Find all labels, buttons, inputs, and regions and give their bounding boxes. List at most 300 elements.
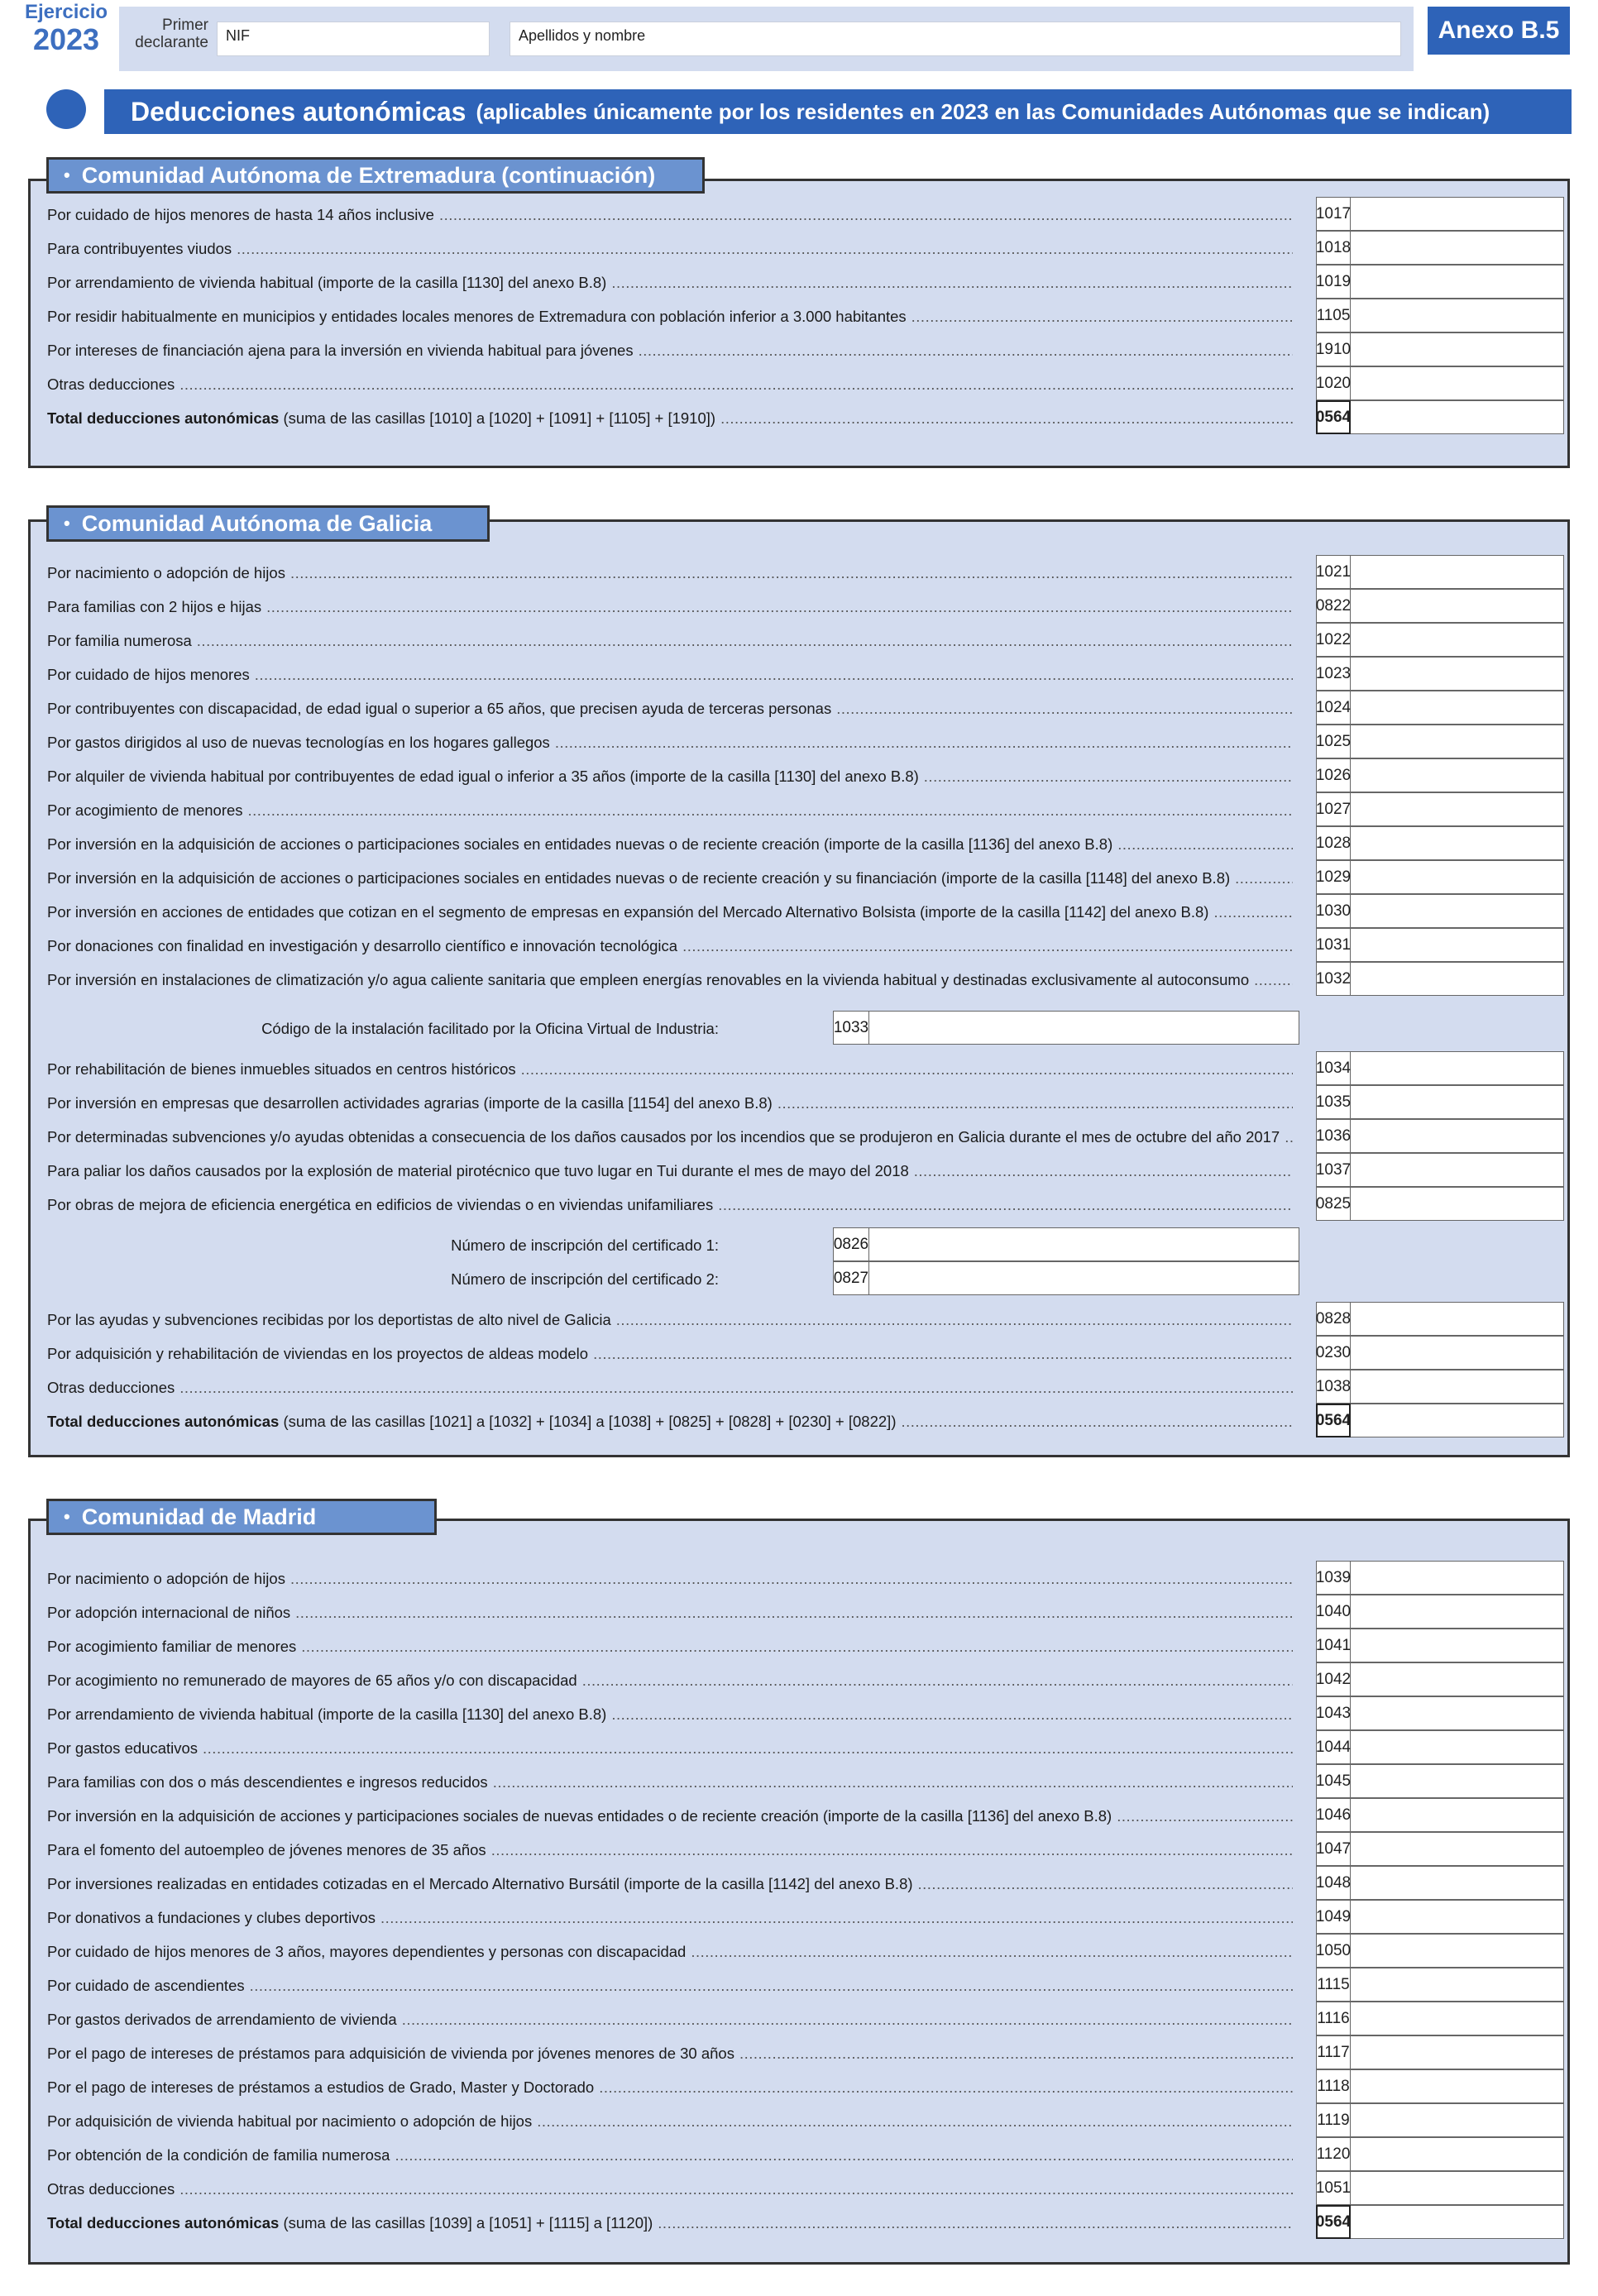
row-label [47,1379,1293,1397]
ejercicio-block [25,2,108,56]
amount-field[interactable] [1351,623,1564,657]
row-label [47,1570,1293,1588]
dot-leader [250,1977,1293,1995]
row-label [47,1311,1293,1329]
amount-field[interactable] [1351,1832,1564,1866]
primer-declarante-label: Primer declarante [135,17,208,51]
row-label-text: Para el fomento del autoempleo de jóvenes menores de 35 años [47,1841,486,1858]
box-code: 1046 [1316,1798,1351,1832]
row-label [47,240,1293,258]
row-label-text: Por inversión en la adquisición de acciones o participaciones sociales en entidades nuevas o de reciente creación y su financiación (importe de la casilla [1148] del anexo B.8) [47,869,1231,887]
row-label [47,1943,1293,1961]
text-field[interactable] [869,1227,1299,1261]
section-title-galicia [46,505,490,542]
row-label [47,598,1293,616]
deduction-row [47,1662,1564,1696]
amount-field[interactable] [1351,1764,1564,1798]
row-label-text: Para contribuyentes viudos [47,240,232,257]
box-code: 1019 [1316,265,1351,299]
row-label [47,1807,1293,1825]
deduction-row [47,1085,1564,1119]
dot-leader [179,1379,1293,1397]
deduction-row [47,1153,1564,1187]
amount-field[interactable] [1351,1051,1564,1085]
deduction-row [47,657,1564,691]
amount-field[interactable] [1351,758,1564,792]
amount-field[interactable] [1351,1629,1564,1662]
row-label-text: Por gastos derivados de arrendamiento de vivienda [47,2011,397,2028]
nif-label: NIF [226,27,250,44]
dot-leader [599,2078,1293,2097]
dot-leader [924,768,1293,786]
bullet-icon: • [64,513,70,533]
amount-field[interactable] [1351,1404,1564,1437]
deduction-row [47,1336,1564,1370]
box-code: 1026 [1316,758,1351,792]
deduction-row [47,555,1564,589]
amount-field[interactable] [1351,400,1564,434]
row-label [47,1196,1293,1214]
row-label [47,734,1293,752]
amount-field[interactable] [1351,657,1564,691]
amount-field[interactable] [1351,894,1564,928]
row-label [47,937,1293,955]
row-label [47,409,1293,428]
amount-field[interactable] [1351,1595,1564,1629]
box-code: 1043 [1316,1696,1351,1730]
row-label [47,2011,1293,2029]
row-label [47,2112,1293,2131]
section-galicia [28,519,1570,1457]
row-label [47,835,1293,854]
section-title-extremadura [46,157,705,194]
deduction-row [47,1696,1564,1730]
ejercicio-label: Ejercicio [25,1,108,23]
box-code: 1116 [1316,2002,1351,2035]
dot-leader [582,1672,1293,1690]
section-title-text: Comunidad Autónoma de Galicia [81,510,433,536]
row-label [47,1638,1293,1656]
box-code: 1022 [1316,623,1351,657]
deduction-row [47,1968,1564,2002]
deduction-row [47,1370,1564,1404]
row-label-text: Por adquisición y rehabilitación de viviendas en los proyectos de aldeas modelo [47,1345,589,1362]
row-label-text: Por nacimiento o adopción de hijos [47,564,285,581]
ejercicio-year: 2023 [32,22,100,56]
box-code: 0564 [1316,1404,1351,1437]
deduction-row [47,2171,1564,2205]
row-label [47,1094,1293,1112]
deduction-row [47,265,1564,299]
dot-leader [290,1570,1293,1588]
amount-field[interactable] [1351,691,1564,725]
section-extremadura [28,179,1570,468]
page-title: Deducciones autonómicas [131,96,466,127]
total-row [47,2205,1564,2239]
row-label-text: Por acogimiento familiar de menores [47,1638,297,1655]
deduction-row [47,1764,1564,1798]
row-label [47,1773,1293,1791]
row-label-text: Por determinadas subvenciones y/o ayudas obtenidas a consecuencia de los daños causados por los incendios que se produjeron en Galicia durante el mes de octubre del año 2017 [47,1128,1280,1146]
deduction-row [47,1832,1564,1866]
deduction-row [47,1595,1564,1629]
dot-leader [593,1345,1293,1363]
total-label-formula: (suma de las casillas [1021] a [1032] + [1034] a [1038] + [0825] + [0828] + [0230] + [0822]) [283,1413,897,1430]
sub-field-label: Número de inscripción del certificado 1: [451,1236,719,1254]
box-code: 1120 [1316,2137,1351,2171]
row-label-text: Por inversión en la adquisición de acciones y participaciones sociales de nuevas entidades o de reciente creación (importe de la casilla [1136] del anexo B.8) [47,1807,1112,1825]
deduction-row [47,1730,1564,1764]
row-label-text: Por residir habitualmente en municipios y entidades locales menores de Extremadura con población inferior a 3.000 habitantes [47,308,907,325]
amount-field[interactable] [1351,1187,1564,1221]
deduction-row [47,623,1564,657]
box-code: 1018 [1316,231,1351,265]
box-code: 1045 [1316,1764,1351,1798]
dot-leader [639,342,1293,360]
row-label [47,801,1293,820]
dot-leader [395,2146,1293,2164]
row-label-text: Por intereses de financiación ajena para la inversión en vivienda habitual para jóvenes [47,342,634,359]
box-code: 1021 [1316,555,1351,589]
row-label-text: Por donativos a fundaciones y clubes deportivos [47,1909,376,1926]
amount-field[interactable] [1351,928,1564,962]
dot-leader [555,734,1293,752]
dot-leader [611,274,1293,292]
sub-field-label: Código de la instalación facilitado por la Oficina Virtual de Industria: [261,1020,719,1037]
deduction-row [47,691,1564,725]
row-label-text: Para paliar los daños causados por la explosión de material pirotécnico que tuvo lugar en Tui durante el mes de mayo del 2018 [47,1162,909,1179]
amount-field[interactable] [1351,1370,1564,1404]
dot-leader [1117,1807,1293,1825]
dot-leader [658,2214,1293,2232]
row-label [47,375,1293,394]
box-code: 1037 [1316,1153,1351,1187]
row-label-text: Por contribuyentes con discapacidad, de edad igual o superior a 65 años, que precisen ayuda de terceras personas [47,700,832,717]
dot-leader [266,598,1293,616]
row-label [47,1345,1293,1363]
row-label-text: Otras deducciones [47,375,175,393]
row-label-text: Por familia numerosa [47,632,192,649]
row-label [47,308,1293,326]
sub-field-row [31,1227,1548,1261]
dot-leader [1254,971,1293,989]
row-label [47,1413,1293,1431]
total-label [47,409,715,428]
box-code: 1039 [1316,1561,1351,1595]
row-label-text: Por inversión en acciones de entidades que cotizan en el segmento de empresas en expansión del Mercado Alternativo Bolsista (importe de la casilla [1142] del anexo B.8) [47,903,1209,921]
deduction-row [47,366,1564,400]
row-label-text: Por inversiones realizadas en entidades cotizadas en el Mercado Alternativo Bursátil (importe de la casilla [1142] del anexo B.8) [47,1875,913,1892]
box-code: 1049 [1316,1900,1351,1934]
deduction-row [47,1561,1564,1595]
row-label [47,700,1293,718]
row-label [47,971,1293,989]
bullet-icon: • [64,1506,70,1527]
box-code: 1027 [1316,792,1351,826]
amount-field[interactable] [1351,1662,1564,1696]
box-code: 0825 [1316,1187,1351,1221]
total-label-bold: Total deducciones autonómicas [47,2214,280,2231]
deduction-row [47,1302,1564,1336]
amount-field[interactable] [1351,2069,1564,2103]
row-label [47,2045,1293,2063]
amount-field[interactable] [1351,197,1564,231]
deduction-row [47,1187,1564,1221]
dot-leader [718,1196,1293,1214]
row-label-text: Por cuidado de hijos menores [47,666,250,683]
amount-field[interactable] [1351,2103,1564,2137]
row-label-text: Otras deducciones [47,2180,175,2198]
amount-field[interactable] [1351,792,1564,826]
box-code: 1047 [1316,1832,1351,1866]
dot-leader [237,240,1293,258]
row-label-text: Por adopción internacional de niños [47,1604,291,1621]
row-label-text: Para familias con 2 hijos e hijas [47,598,262,615]
row-label [47,1604,1293,1622]
dot-leader [203,1739,1293,1758]
deduction-row [47,894,1564,928]
page-subtitle: (aplicables únicamente por los residentes en 2023 en las Comunidades Autónomas que se indican) [476,98,1490,124]
amount-field[interactable] [1351,1153,1564,1187]
row-label-text: Por nacimiento o adopción de hijos [47,1570,285,1587]
dot-leader [914,1162,1293,1180]
dot-leader [911,308,1293,326]
row-label-text: Por inversión en empresas que desarrollen actividades agrarias (importe de la casilla [1154] del anexo B.8) [47,1094,773,1112]
dot-leader [439,206,1293,224]
deduction-row [47,1866,1564,1900]
row-label-text: Por obras de mejora de eficiencia energética en edificios de viviendas o en viviendas unifamiliares [47,1196,714,1213]
amount-field[interactable] [1351,1798,1564,1832]
dot-leader [255,666,1293,684]
amount-field[interactable] [1351,2205,1564,2239]
title-bullet-icon [46,89,86,129]
section-madrid [28,1519,1570,2265]
row-label [47,1909,1293,1927]
box-code: 1040 [1316,1595,1351,1629]
deduction-row [47,1119,1564,1153]
amount-field[interactable] [1351,589,1564,623]
amount-field[interactable] [1351,366,1564,400]
box-code: 1023 [1316,657,1351,691]
row-label [47,274,1293,292]
total-label-bold: Total deducciones autonómicas [47,1413,280,1430]
dot-leader [179,2180,1293,2198]
row-label-text: Por cuidado de hijos menores de hasta 14 años inclusive [47,206,434,223]
box-code: 1041 [1316,1629,1351,1662]
total-label-formula: (suma de las casillas [1010] a [1020] + [1091] + [1105] + [1910]) [283,409,716,427]
row-label-text: Por inversión en la adquisición de acciones o participaciones sociales en entidades nuevas o de reciente creación (importe de la casilla [1136] del anexo B.8) [47,835,1113,853]
text-field[interactable] [869,1011,1299,1045]
dot-leader [493,1773,1293,1791]
deduction-row [47,758,1564,792]
dot-leader [301,1638,1293,1656]
row-label-text: Por gastos dirigidos al uso de nuevas tecnologías en los hogares gallegos [47,734,550,751]
row-label [47,666,1293,684]
amount-field[interactable] [1351,1934,1564,1968]
dot-leader [739,2045,1293,2063]
text-field[interactable] [869,1261,1299,1295]
box-code: 1035 [1316,1085,1351,1119]
row-label-text: Por gastos educativos [47,1739,199,1757]
deduction-row [47,2103,1564,2137]
box-code: 0828 [1316,1302,1351,1336]
total-label-bold: Total deducciones autonómicas [47,409,280,427]
dot-leader [901,1413,1293,1431]
dot-leader [402,2011,1293,2029]
dot-leader [248,801,1293,820]
row-label-text: Por acogimiento no remunerado de mayores de 65 años y/o con discapacidad [47,1672,577,1689]
row-label-text: Otras deducciones [47,1379,175,1396]
amount-field[interactable] [1351,826,1564,860]
total-row [47,1404,1564,1437]
row-label [47,1128,1293,1146]
box-code: 0822 [1316,589,1351,623]
row-label-text: Para familias con dos o más descendientes e ingresos reducidos [47,1773,488,1791]
total-label-formula: (suma de las casillas [1039] a [1051] + [1115] a [1120]) [283,2214,653,2231]
deduction-row [47,1051,1564,1085]
total-label [47,2214,653,2232]
row-label [47,1162,1293,1180]
section-title-text: Comunidad de Madrid [81,1504,317,1529]
section-title-text: Comunidad Autónoma de Extremadura (continuación) [81,162,656,188]
deduction-row [47,725,1564,758]
amount-field[interactable] [1351,1302,1564,1336]
amount-field[interactable] [1351,555,1564,589]
row-label [47,632,1293,650]
row-label-text: Por el pago de intereses de préstamos para adquisición de vivienda por jóvenes menores de 30 años [47,2045,734,2062]
deduction-row [47,299,1564,332]
box-code: 0564 [1316,2205,1351,2239]
box-code: 1020 [1316,366,1351,400]
row-label [47,2078,1293,2097]
amount-field[interactable] [1351,725,1564,758]
name-label: Apellidos y nombre [519,27,646,44]
row-label [47,1060,1293,1079]
row-label [47,1672,1293,1690]
box-code: 1030 [1316,894,1351,928]
deduction-row [47,2137,1564,2171]
box-code: 1042 [1316,1662,1351,1696]
amount-field[interactable] [1351,1085,1564,1119]
title-band [104,89,1572,134]
amount-field[interactable] [1351,2171,1564,2205]
box-code: 1036 [1316,1119,1351,1153]
row-label-text: Por arrendamiento de vivienda habitual (importe de la casilla [1130] del anexo B.8) [47,274,607,291]
box-code: 1033 [833,1011,869,1045]
dot-leader [616,1311,1293,1329]
dot-leader [179,375,1293,394]
row-label [47,1875,1293,1893]
row-label-text: Por donaciones con finalidad en investigación y desarrollo científico e innovación tecnológica [47,937,678,954]
dot-leader [777,1094,1293,1112]
nif-field[interactable] [217,22,490,56]
box-code: 1051 [1316,2171,1351,2205]
deduction-row [47,231,1564,265]
row-label-text: Por acogimiento de menores [47,801,243,819]
amount-field[interactable] [1351,962,1564,996]
row-label [47,1977,1293,1995]
row-label [47,1841,1293,1859]
dot-leader [380,1909,1293,1927]
box-code: 1025 [1316,725,1351,758]
deduction-row [47,1934,1564,1968]
amount-field[interactable] [1351,2035,1564,2069]
deduction-row [47,962,1564,996]
deduction-row [47,589,1564,623]
amount-field[interactable] [1351,2137,1564,2171]
amount-field[interactable] [1351,299,1564,332]
row-label-text: Por cuidado de ascendientes [47,1977,245,1994]
amount-field[interactable] [1351,332,1564,366]
amount-field[interactable] [1351,265,1564,299]
deduction-row [47,860,1564,894]
row-label [47,564,1293,582]
box-code: 1910 [1316,332,1351,366]
row-label [47,2180,1293,2198]
total-label [47,1413,896,1431]
deduction-row [47,1900,1564,1934]
row-label [47,1705,1293,1724]
name-field[interactable] [510,22,1401,56]
bullet-icon: • [64,165,70,185]
amount-field[interactable] [1351,1561,1564,1595]
dot-leader [720,409,1293,428]
dot-leader [491,1841,1293,1859]
box-code: 1048 [1316,1866,1351,1900]
amount-field[interactable] [1351,1336,1564,1370]
dot-leader [537,2112,1293,2131]
box-code: 1117 [1316,2035,1351,2069]
box-code: 1024 [1316,691,1351,725]
box-code: 1115 [1316,1968,1351,2002]
row-label [47,342,1293,360]
amount-field[interactable] [1351,1866,1564,1900]
amount-field[interactable] [1351,231,1564,265]
box-code: 1032 [1316,962,1351,996]
amount-field[interactable] [1351,2002,1564,2035]
row-label-text: Por alquiler de vivienda habitual por contribuyentes de edad igual o inferior a 35 años (importe de la casilla [1130] del anexo B.8) [47,768,919,785]
amount-field[interactable] [1351,1730,1564,1764]
dot-leader [197,632,1293,650]
amount-field[interactable] [1351,1900,1564,1934]
amount-field[interactable] [1351,1119,1564,1153]
row-label-text: Por rehabilitación de bienes inmuebles situados en centros históricos [47,1060,516,1078]
row-label-text: Por las ayudas y subvenciones recibidas por los deportistas de alto nivel de Galicia [47,1311,611,1328]
row-label-text: Por el pago de intereses de préstamos a estudios de Grado, Master y Doctorado [47,2078,595,2096]
deduction-row [47,1629,1564,1662]
amount-field[interactable] [1351,1696,1564,1730]
box-code: 1119 [1316,2103,1351,2137]
sub-field-label: Número de inscripción del certificado 2: [451,1270,719,1288]
amount-field[interactable] [1351,860,1564,894]
row-label-text: Por cuidado de hijos menores de 3 años, mayores dependientes y personas con discapacidad [47,1943,687,1960]
box-code: 1050 [1316,1934,1351,1968]
amount-field[interactable] [1351,1968,1564,2002]
row-label-text: Por adquisición de vivienda habitual por nacimiento o adopción de hijos [47,2112,533,2130]
deduction-row [47,332,1564,366]
dot-leader [682,937,1293,955]
dot-leader [1213,903,1293,921]
row-label [47,1739,1293,1758]
section-title-madrid [46,1499,437,1535]
dot-leader [1117,835,1293,854]
dot-leader [836,700,1293,718]
row-label-text: Por inversión en instalaciones de climatización y/o agua caliente sanitaria que empleen energías renovables en la vivienda habitual y destinadas exclusivamente al autoconsumo [47,971,1250,988]
box-code: 0230 [1316,1336,1351,1370]
box-code: 1118 [1316,2069,1351,2103]
deduction-row [47,1798,1564,1832]
deduction-row [47,2035,1564,2069]
